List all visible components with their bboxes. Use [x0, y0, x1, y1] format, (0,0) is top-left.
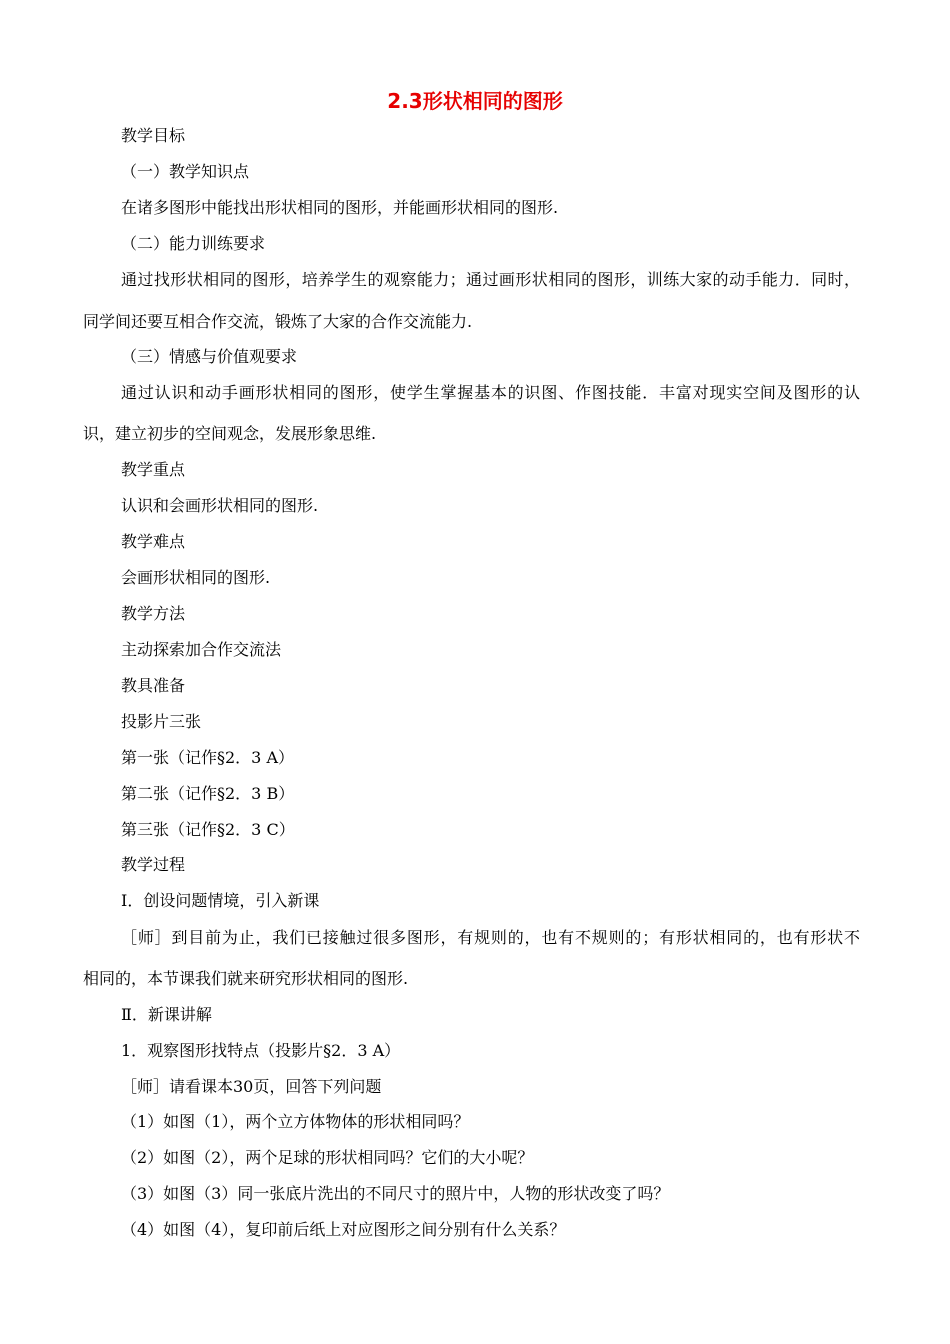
heading-process: 教学过程 [121, 855, 186, 874]
question-item: （4）如图（4），复印前后纸上对应图形之间分别有什么关系？ [121, 1220, 566, 1239]
paragraph-line: 主动探索加合作交流法 [121, 640, 282, 659]
heading-difficulty: 教学难点 [121, 532, 186, 551]
paragraph-line: 同学间还要互相合作交流，锻炼了大家的合作交流能力. [83, 312, 473, 331]
paragraph-line: 第三张（记作§2．3 C） [121, 820, 295, 839]
paragraph-line: 1．观察图形找特点（投影片§2．3 A） [121, 1041, 401, 1060]
paragraph-line: 通过认识和动手画形状相同的图形，使学生掌握基本的识图、作图技能．丰富对现实空间及图形的认 [121, 383, 860, 402]
paragraph-line: 认识和会画形状相同的图形. [121, 496, 319, 515]
heading-method: 教学方法 [121, 604, 186, 623]
question-item: （2）如图（2），两个足球的形状相同吗？它们的大小呢？ [121, 1148, 534, 1167]
paragraph-line: ［师］到目前为止，我们已接触过很多图形，有规则的，也有不规则的；有形状相同的，也有形状不 [121, 928, 860, 947]
paragraph-line: ［师］请看课本30页，回答下列问题 [121, 1077, 382, 1096]
question-item: （1）如图（1），两个立方体物体的形状相同吗？ [121, 1112, 470, 1131]
section-heading-2: Ⅱ．新课讲解 [121, 1005, 212, 1024]
paragraph-line: 通过找形状相同的图形，培养学生的观察能力；通过画形状相同的图形，训练大家的动手能力．同时， [121, 270, 860, 289]
section-heading-1: Ⅰ．创设问题情境，引入新课 [121, 891, 320, 910]
document-title: 2.3形状相同的图形 [387, 89, 563, 113]
paragraph-line: 会画形状相同的图形. [121, 568, 271, 587]
paragraph-line: 第二张（记作§2．3 B） [121, 784, 295, 803]
paragraph-line: 在诸多图形中能找出形状相同的图形，并能画形状相同的图形. [121, 198, 559, 217]
subheading-ability: （二）能力训练要求 [121, 234, 266, 253]
paragraph-line: 第一张（记作§2．3 A） [121, 748, 295, 767]
paragraph-line: 相同的，本节课我们就来研究形状相同的图形. [83, 969, 409, 988]
heading-key-point: 教学重点 [121, 460, 186, 479]
heading-tools: 教具准备 [121, 676, 186, 695]
question-item: （3）如图（3）同一张底片洗出的不同尺寸的照片中，人物的形状改变了吗？ [121, 1184, 670, 1203]
paragraph-line: 识，建立初步的空间观念，发展形象思维. [83, 424, 377, 443]
heading-teaching-goals: 教学目标 [121, 126, 186, 145]
subheading-knowledge: （一）教学知识点 [121, 162, 250, 181]
subheading-emotion: （三）情感与价值观要求 [121, 347, 298, 366]
paragraph-line: 投影片三张 [121, 712, 202, 731]
